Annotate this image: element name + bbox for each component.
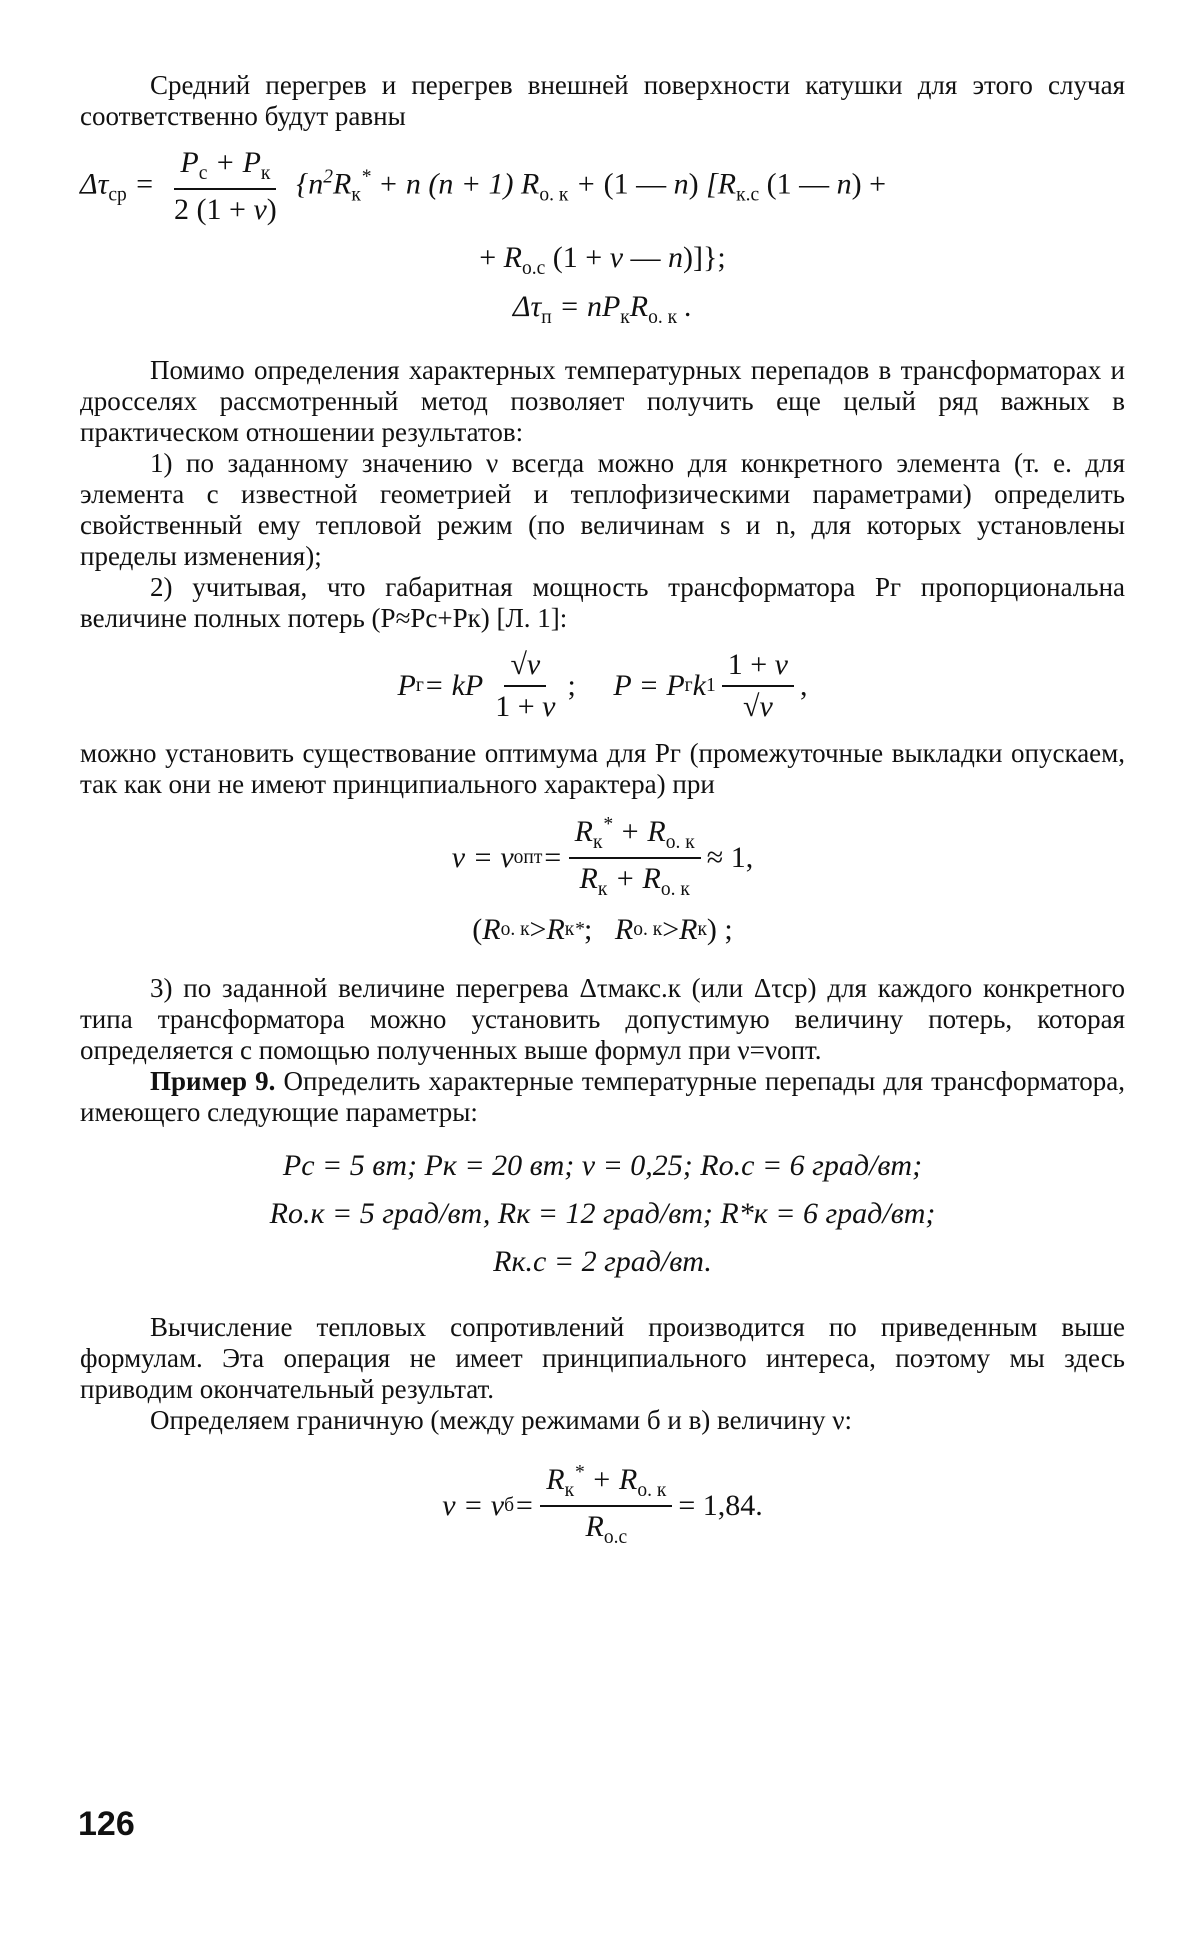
paragraph-item-3: 3) по заданной величине перегрева Δτмакс.к (или Δτср) для каждого конкретного типа трансформатора можно установить допустимую величину потерь, которая определяется с помощью полученных выше формул при ν=νопт. (80, 973, 1125, 1065)
page-body (80, 70, 1125, 1549)
paragraph-method-results: Помимо определения характерных температурных перепадов в трансформаторах и дросселях рассмотренный метод позволяет получить еще целый ряд важных в практическом отношении результатов: (80, 355, 1125, 447)
paragraph-example-9 (80, 1066, 1125, 1128)
formula-nu-boundary: ν = ν б = $\frac{R_к^* + R_{о. к}}{R_{о.с}}$ = 1,84. (442, 1462, 763, 1548)
paragraph-item-1: 1) по заданному значению ν всегда можно для конкретного элемента (т. е. для элемента с известной геометрией и теплофизическими параметрами) определить свойственный ему тепловой режим (по величинам s и n, для которых установлены пределы изменения); (80, 448, 1125, 571)
example-label: Пример 9. (150, 1066, 276, 1096)
page-number: 126 (78, 1805, 135, 1843)
paragraph-intro: Средний перегрев и перегрев внешней поверхности катушки для этого случая соответственно будут равны (80, 70, 1125, 131)
paragraph-optimum: можно установить существование оптимума для Pг (промежуточные выкладки опускаем, так как они не имеют принципиального характера) при (80, 738, 1125, 799)
paragraph-thermal-resistances: Вычисление тепловых сопротивлений производится по приведенным выше формулам. Эта операция не имеет принципиального интереса, поэтому мы здесь приводим окончательный результат. (80, 1312, 1125, 1404)
formula-delta-tau-mean-cont: + $R_{о.с}$ (1 + ν — n)]}; (479, 241, 726, 279)
formula-delta-tau-surface: $\Delta\tau_п = nP_кR_{о. к}$ . (512, 290, 693, 328)
formula-nu-optimum-condition: ( R о. к > R к * ; R о. к > R к ) ; (472, 913, 733, 946)
example-params-line-3: Rк.с = 2 град/вт. (493, 1245, 712, 1278)
formula-nu-optimum: ν = ν опт = $\frac{R_к^* + R_{о. к}}{R_к + R_{о. к}}$ ≈ 1, (451, 814, 754, 900)
example-params-line-2: Rо.к = 5 град/вт, Rк = 12 град/вт; R*к = 6 град/вт; (269, 1197, 936, 1230)
formula-gabarit-power: P г = kP $\frac{√\nu}{1 + \nu}$ ; P = P г k 1 $\frac{1 + \nu}{√\nu}$ , (397, 648, 808, 723)
paragraph-item-2: 2) учитывая, что габаритная мощность трансформатора Pг пропорциональна величине полных потерь (P≈Pс+Pк) [Л. 1]: (80, 572, 1125, 633)
paragraph-boundary-nu: Определяем граничную (между режимами б и в) величину ν: (150, 1405, 852, 1435)
example-text: Определить характерные температурные перепады для трансформатора, имеющего следующие параметры: (80, 1066, 1126, 1127)
example-params-line-1: Pс = 5 вт; Pк = 20 вт; ν = 0,25; Rо.с = 6 град/вт; (282, 1149, 923, 1182)
formula-delta-tau-mean: $\Delta\tau_{ср}$ = $\frac{P_с + P_к}{2 (1 + \nu)}$ {$n^2R_к^* + n$ (n + 1) $R_{о. к} + (1$ — n) [$R_{к.с}$ (1 — n) + (80, 146, 887, 226)
